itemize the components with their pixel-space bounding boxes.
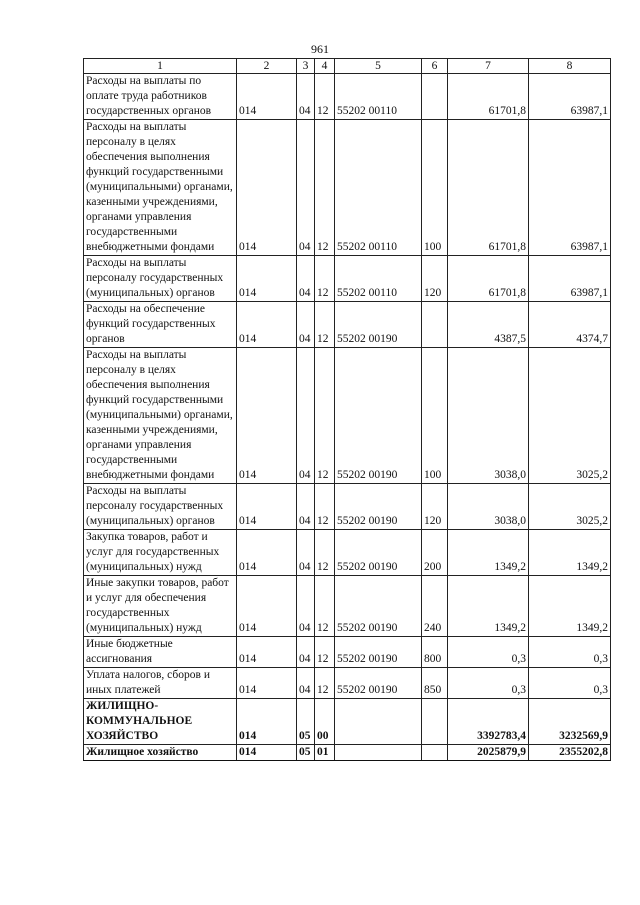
amount-col7: 0,3	[448, 668, 529, 699]
budget-table	[83, 58, 611, 761]
ministry-code: 014	[237, 576, 297, 637]
target-article-code: 55202 00110	[335, 256, 422, 302]
amount-col7: 2025879,9	[448, 745, 529, 761]
target-article-code: 55202 00190	[335, 668, 422, 699]
amount-col7: 3392783,4	[448, 699, 529, 745]
subsection-code: 12	[315, 302, 335, 348]
expense-name: Иные бюджетные ассигнования	[84, 637, 237, 668]
expense-type-code: 100	[422, 120, 448, 256]
ministry-code: 014	[237, 302, 297, 348]
amount-col7: 3038,0	[448, 484, 529, 530]
amount-col7: 61701,8	[448, 256, 529, 302]
subsection-code: 12	[315, 576, 335, 637]
amount-col7: 4387,5	[448, 302, 529, 348]
expense-name: ЖИЛИЩНО-КОММУНАЛЬНОЕ ХОЗЯЙСТВО	[84, 699, 237, 745]
table-row	[84, 668, 611, 699]
target-article-code: 55202 00190	[335, 637, 422, 668]
table-row	[84, 302, 611, 348]
amount-col7: 3038,0	[448, 348, 529, 484]
section-code: 05	[297, 699, 315, 745]
section-code: 04	[297, 302, 315, 348]
column-header: 6	[422, 59, 448, 74]
section-code: 04	[297, 530, 315, 576]
amount-col7: 61701,8	[448, 120, 529, 256]
expense-name: Жилищное хозяйство	[84, 745, 237, 761]
subsection-code: 12	[315, 530, 335, 576]
section-code: 04	[297, 74, 315, 120]
expense-type-code: 200	[422, 530, 448, 576]
table-row	[84, 745, 611, 761]
target-article-code: 55202 00190	[335, 530, 422, 576]
ministry-code: 014	[237, 120, 297, 256]
amount-col8: 63987,1	[529, 120, 611, 256]
table-row	[84, 576, 611, 637]
section-code: 04	[297, 256, 315, 302]
section-code: 04	[297, 348, 315, 484]
amount-col8: 0,3	[529, 637, 611, 668]
subsection-code: 01	[315, 745, 335, 761]
amount-col8: 1349,2	[529, 576, 611, 637]
expense-type-code	[422, 745, 448, 761]
ministry-code: 014	[237, 745, 297, 761]
table-row	[84, 484, 611, 530]
table-row	[84, 120, 611, 256]
expense-name: Расходы на выплаты персоналу в целях обеспечения выполнения функций государственными (муниципальными) органами, казенными учреждениями, органами управления государственными внебюджетными фондами	[84, 348, 237, 484]
ministry-code: 014	[237, 256, 297, 302]
column-header: 8	[529, 59, 611, 74]
section-code: 04	[297, 637, 315, 668]
section-code: 04	[297, 576, 315, 637]
subsection-code: 12	[315, 74, 335, 120]
ministry-code: 014	[237, 530, 297, 576]
column-header: 2	[237, 59, 297, 74]
expense-name: Расходы на обеспечение функций государственных органов	[84, 302, 237, 348]
column-header: 3	[297, 59, 315, 74]
column-header: 7	[448, 59, 529, 74]
target-article-code: 55202 00190	[335, 484, 422, 530]
ministry-code: 014	[237, 348, 297, 484]
section-code: 04	[297, 668, 315, 699]
target-article-code: 55202 00110	[335, 74, 422, 120]
expense-type-code: 850	[422, 668, 448, 699]
amount-col8: 2355202,8	[529, 745, 611, 761]
expense-name: Расходы на выплаты персоналу в целях обеспечения выполнения функций государственными (муниципальными) органами, казенными учреждениями, органами управления государственными внебюджетными фондами	[84, 120, 237, 256]
ministry-code: 014	[237, 699, 297, 745]
expense-name: Уплата налогов, сборов и иных платежей	[84, 668, 237, 699]
expense-type-code	[422, 74, 448, 120]
expense-name: Расходы на выплаты персоналу государственных (муниципальных) органов	[84, 256, 237, 302]
expense-name: Иные закупки товаров, работ и услуг для обеспечения государственных (муниципальных) нужд	[84, 576, 237, 637]
subsection-code: 12	[315, 668, 335, 699]
amount-col7: 61701,8	[448, 74, 529, 120]
page-number: 961	[311, 42, 329, 56]
expense-type-code	[422, 302, 448, 348]
amount-col8: 4374,7	[529, 302, 611, 348]
subsection-code: 12	[315, 637, 335, 668]
ministry-code: 014	[237, 637, 297, 668]
subsection-code: 12	[315, 256, 335, 302]
table-row	[84, 348, 611, 484]
target-article-code: 55202 00190	[335, 348, 422, 484]
amount-col8: 0,3	[529, 668, 611, 699]
expense-type-code: 120	[422, 484, 448, 530]
target-article-code	[335, 745, 422, 761]
column-header: 4	[315, 59, 335, 74]
column-header: 1	[84, 59, 237, 74]
subsection-code: 12	[315, 120, 335, 256]
column-header: 5	[335, 59, 422, 74]
amount-col8: 63987,1	[529, 74, 611, 120]
amount-col8: 63987,1	[529, 256, 611, 302]
table-row	[84, 74, 611, 120]
ministry-code: 014	[237, 668, 297, 699]
expense-type-code: 800	[422, 637, 448, 668]
expense-name: Расходы на выплаты персоналу государственных (муниципальных) органов	[84, 484, 237, 530]
subsection-code: 00	[315, 699, 335, 745]
target-article-code: 55202 00190	[335, 302, 422, 348]
ministry-code: 014	[237, 74, 297, 120]
amount-col8: 1349,2	[529, 530, 611, 576]
subsection-code: 12	[315, 484, 335, 530]
ministry-code: 014	[237, 484, 297, 530]
amount-col8: 3025,2	[529, 484, 611, 530]
section-code: 04	[297, 120, 315, 256]
expense-type-code: 120	[422, 256, 448, 302]
table-row	[84, 637, 611, 668]
section-code: 05	[297, 745, 315, 761]
section-code: 04	[297, 484, 315, 530]
table-row	[84, 530, 611, 576]
target-article-code: 55202 00110	[335, 120, 422, 256]
table-row	[84, 256, 611, 302]
target-article-code	[335, 699, 422, 745]
expense-name: Расходы на выплаты по оплате труда работников государственных органов	[84, 74, 237, 120]
expense-type-code: 240	[422, 576, 448, 637]
amount-col8: 3232569,9	[529, 699, 611, 745]
target-article-code: 55202 00190	[335, 576, 422, 637]
amount-col7: 1349,2	[448, 576, 529, 637]
amount-col7: 1349,2	[448, 530, 529, 576]
header-row	[84, 59, 611, 74]
amount-col8: 3025,2	[529, 348, 611, 484]
expense-name: Закупка товаров, работ и услуг для государственных (муниципальных) нужд	[84, 530, 237, 576]
amount-col7: 0,3	[448, 637, 529, 668]
table-row	[84, 699, 611, 745]
expense-type-code	[422, 699, 448, 745]
subsection-code: 12	[315, 348, 335, 484]
expense-type-code: 100	[422, 348, 448, 484]
